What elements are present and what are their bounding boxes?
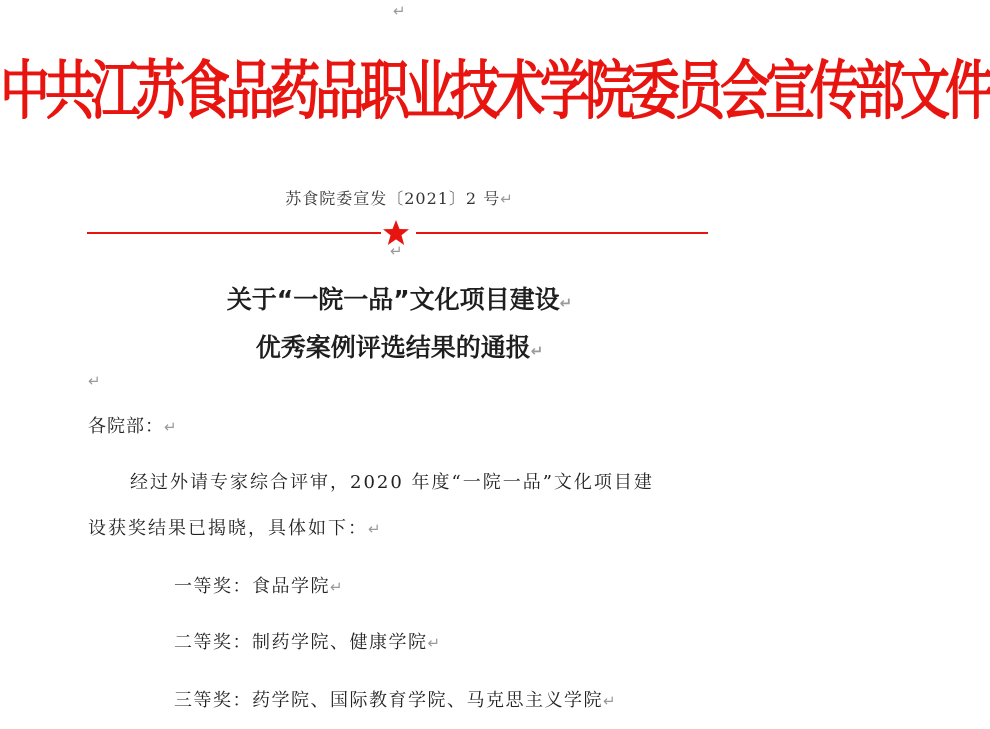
body-paragraph-line-1: 经过外请专家综合评审，2020 年度“一院一品”文化项目建 — [130, 472, 654, 493]
paragraph-mark: ↵ — [427, 634, 442, 652]
paragraph-mark: ↵ — [88, 372, 101, 390]
award-level: 一等奖： — [174, 576, 252, 597]
paragraph-mark: ↵ — [330, 578, 345, 596]
award-item — [174, 628, 442, 654]
document-title-line-2: 优秀案例评选结果的通报↵ — [255, 333, 544, 362]
salutation: 各院部：↵ — [88, 416, 178, 437]
paragraph-mark: ↵ — [390, 242, 403, 260]
paragraph-mark: ↵ — [559, 294, 573, 312]
paragraph-mark: ↵ — [368, 520, 383, 538]
paragraph-mark: ↵ — [393, 2, 406, 20]
paragraph-mark: ↵ — [530, 342, 544, 360]
award-winners: 药学院、国际教育学院、马克思主义学院 — [252, 690, 603, 711]
document-title-line-1: 关于“一院一品”文化项目建设↵ — [226, 285, 573, 314]
award-level: 二等奖： — [174, 632, 252, 653]
award-item — [174, 572, 344, 598]
paragraph-mark: ↵ — [500, 190, 514, 208]
body-paragraph-line-2: 设获奖结果已揭晓，具体如下：↵ — [88, 518, 383, 539]
header-divider-right — [416, 232, 708, 234]
paragraph-mark: ↵ — [603, 692, 618, 710]
paragraph-mark: ↵ — [164, 418, 178, 436]
document-number: 苏食院委宣发〔2021〕2 号↵ — [285, 189, 514, 208]
award-item — [174, 686, 617, 712]
award-winners: 食品学院 — [252, 576, 330, 597]
award-winners: 制药学院、健康学院 — [252, 632, 428, 653]
header-divider-left — [87, 232, 381, 234]
award-level: 三等奖： — [174, 690, 252, 711]
document-header-title: 中共江苏食品药品职业技术学院委员会宣传部文件 — [0, 52, 990, 129]
